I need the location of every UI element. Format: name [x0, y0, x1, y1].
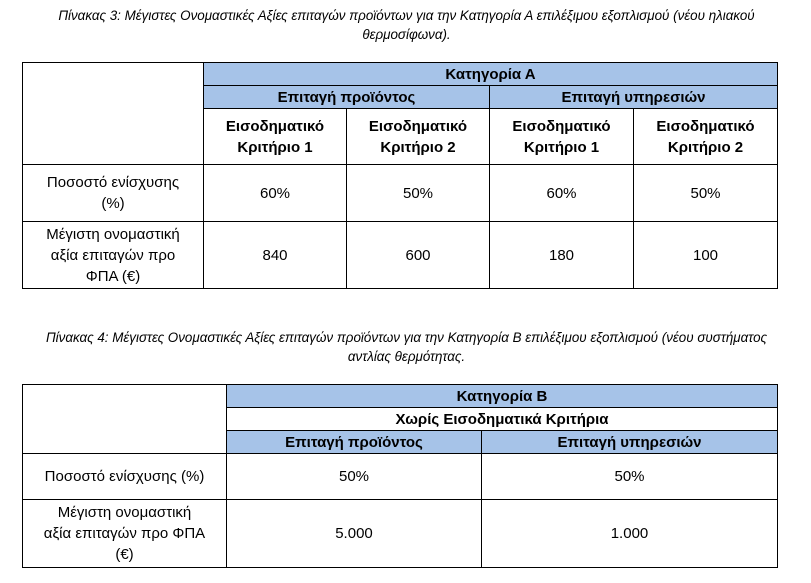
- table4-service-group-header: Επιταγή υπηρεσιών: [482, 431, 778, 454]
- table3-criterion-header: Εισοδηματικό Κριτήριο 1: [204, 109, 347, 165]
- table-cell: 60%: [490, 165, 634, 222]
- table-cell: 50%: [482, 454, 778, 500]
- table-cell: 180: [490, 222, 634, 289]
- table-row: [23, 454, 778, 500]
- table-cell: 60%: [204, 165, 347, 222]
- table3-category-header: Κατηγορία Α: [204, 63, 778, 86]
- table4-caption: Πίνακας 4: Μέγιστες Ονομαστικές Αξίες επιταγών προϊόντων για την Κατηγορία Β επιλέξιμου εξοπλισμού (νέου συστήματος αντλίας θερμότητας.: [45, 330, 768, 364]
- table3-criterion-header: Εισοδηματικό Κριτήριο 2: [347, 109, 490, 165]
- table4-category-header: Κατηγορία Β: [227, 385, 778, 408]
- table-cell: 600: [347, 222, 490, 289]
- table-cell: 50%: [227, 454, 482, 500]
- table-row: [23, 165, 778, 222]
- row-label: Μέγιστη ονομαστική αξία επιταγών προ ΦΠΑ (€): [23, 222, 204, 289]
- row-label: Ποσοστό ενίσχυσης (%): [23, 454, 227, 500]
- table4-corner-cell: [23, 385, 227, 454]
- table-cell: 50%: [347, 165, 490, 222]
- table4: [22, 384, 778, 568]
- table3-criterion-header: Εισοδηματικό Κριτήριο 1: [490, 109, 634, 165]
- table-cell: 100: [634, 222, 778, 289]
- table4-subheader: Χωρίς Εισοδηματικά Κριτήρια: [227, 408, 778, 431]
- table-cell: 840: [204, 222, 347, 289]
- table-row: [23, 222, 778, 289]
- table3: [22, 62, 778, 289]
- table4-product-group-header: Επιταγή προϊόντος: [227, 431, 482, 454]
- table-cell: 50%: [634, 165, 778, 222]
- table3-corner-cell: [23, 63, 204, 165]
- table3-service-group-header: Επιταγή υπηρεσιών: [490, 86, 778, 109]
- row-label: Μέγιστη ονομαστική αξία επιταγών προ ΦΠΑ (€): [23, 500, 227, 568]
- row-label: Ποσοστό ενίσχυσης (%): [23, 165, 204, 222]
- table3-criterion-header: Εισοδηματικό Κριτήριο 2: [634, 109, 778, 165]
- table-cell: 1.000: [482, 500, 778, 568]
- table-row: [23, 500, 778, 568]
- table3-caption: Πίνακας 3: Μέγιστες Ονομαστικές Αξίες επιταγών προϊόντων για την Κατηγορία Α επιλέξιμου εξοπλισμού (νέου ηλιακού θερμοσίφωνα).: [58, 8, 755, 42]
- table-cell: 5.000: [227, 500, 482, 568]
- table3-product-group-header: Επιταγή προϊόντος: [204, 86, 490, 109]
